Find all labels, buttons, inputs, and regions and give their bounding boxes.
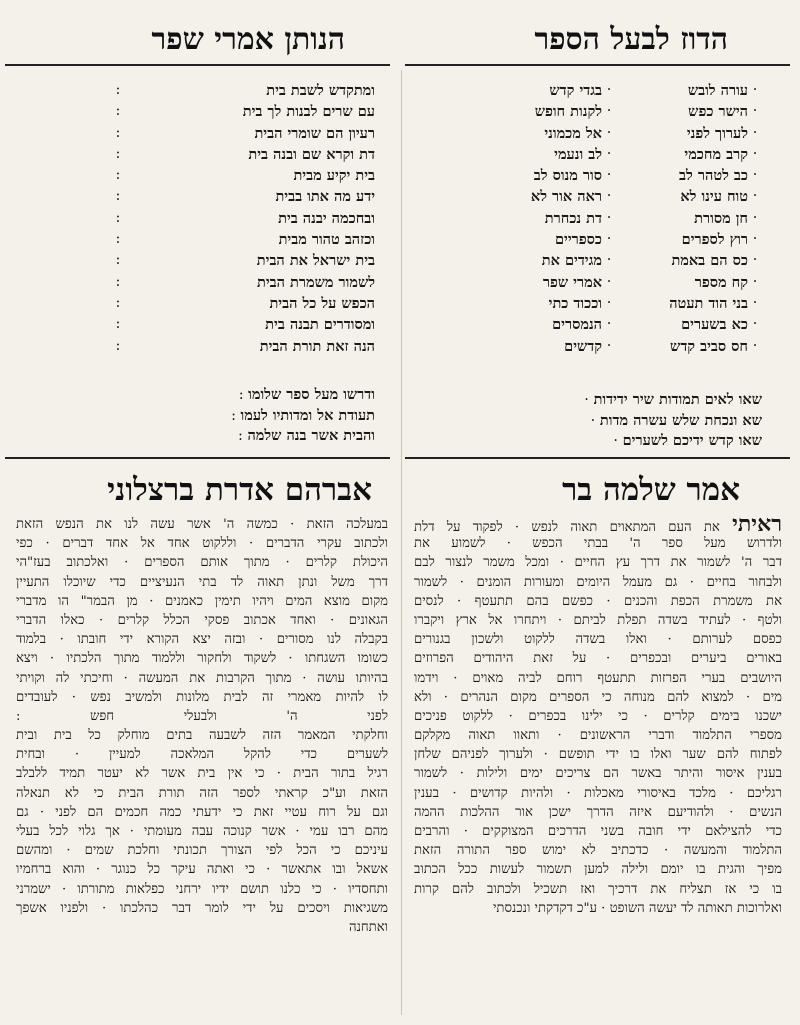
poem-line-text: ומסודרים תבנה בית: [265, 316, 375, 334]
body-line: [16, 822, 388, 841]
body-line-text: הגאונים · ואחד אכתוב פסקי הכלל קלרים · כאלו הדברי: [16, 612, 388, 628]
poem-line: [492, 101, 762, 122]
body-line: [16, 553, 388, 572]
left-body-text: [16, 515, 388, 937]
section-rule-left: [5, 457, 390, 459]
body-line: [414, 726, 782, 745]
body-line-text: ותחסדיו · כי כלנו תושם ידיו ירחני כפלאות מתורתו · ישמרני: [16, 881, 388, 897]
poem-line-text: הנה זאת תורת הבית: [259, 337, 375, 355]
body-line-text: בו כי אז תצליח את דרכיך ואז תשכיל ולכתוב להם קרות: [414, 881, 782, 897]
poem-line-text: עם שרים לבנות לך בית: [242, 103, 375, 121]
body-line-text: באורים ביערים ובכפרים · על זאת היהודים הפרוזים: [414, 651, 782, 667]
body-line-text: במעלכה הזאת · כמשה ה' אשר עשה לנו את הנפש הזאת: [16, 517, 388, 532]
tercet-line-text: שאו קדש ידיכם לשערים: [622, 432, 762, 449]
poem-line: [111, 250, 375, 271]
dot-separator: ·: [606, 294, 612, 311]
poem-hemistich: לקנות חופש: [534, 103, 602, 121]
column-divider: [401, 70, 402, 1015]
poem-hemistich: הנמסרים: [552, 316, 602, 334]
body-line: [16, 534, 388, 553]
poem-line-text: בית ישראל את הבית: [256, 252, 375, 270]
poem-hemistich: כספריים: [555, 231, 602, 249]
tercet-line: [580, 411, 762, 432]
poem-line: [111, 229, 375, 250]
dot-separator: ·: [606, 103, 612, 120]
poem-hemistich: חס סביב קדש: [670, 337, 748, 355]
body-line: [414, 899, 782, 918]
body-line-text: היושבים בערי הפרזות תתעטף רוחם לביה מאוים · וידמו: [414, 670, 782, 686]
opening-word: ראיתי: [732, 515, 782, 535]
poem-hemistich: לב ונעמי: [554, 145, 602, 163]
right-tercet: [580, 390, 762, 452]
body-line-text: דרך משל ונתן תאוה לד בתי הנעיציים כדי שיוכלו התעיין: [16, 574, 388, 590]
body-line: [16, 592, 388, 611]
poem-hemistich: דת נכחרת: [544, 209, 602, 227]
body-line-text: מפיך והגית בו יומם ולילה למען תשמור לעשות ככל הכתוב: [414, 862, 782, 878]
poem-line: [492, 272, 762, 293]
poem-line-text: ידע מה אתו בבית: [275, 188, 375, 206]
body-line-text: כדי להצילאם ידי חובה בשני הדרכים המצוקקים · והרבים: [414, 824, 782, 839]
dot-separator: ·: [606, 188, 612, 205]
body-line: [16, 726, 388, 745]
dot-separator: ·: [606, 124, 612, 141]
colon-separator: :: [115, 124, 121, 141]
poem-line: [492, 123, 762, 144]
body-line-text: רגליכם · מלכד באיסורי מאכלות · ולהיות קדושים · בענין: [414, 785, 782, 801]
body-line: [16, 918, 388, 937]
poem-line: [492, 186, 762, 207]
poem-hemistich: אמרי שפר: [542, 273, 602, 291]
poem-line: [492, 165, 762, 186]
poem-line-text: רעיון הם שומרי הבית: [254, 124, 375, 142]
body-line: [16, 784, 388, 803]
poem-line-text: הכפש על כל הבית: [269, 294, 375, 312]
body-line-text: ואלרוכות תאותה לד יעשה השופט · ע"כ דקדקתי ונכנסתי: [492, 900, 782, 916]
dot-separator: ·: [606, 337, 612, 354]
body-line-text: לו להיות מאמרי זה לבית מלונות ולמשיב נפש · לעובדים: [16, 689, 388, 705]
poem-hemistich: כס הם באמת: [671, 252, 748, 270]
colon-separator: :: [115, 316, 121, 333]
tercet-line: [227, 385, 375, 406]
body-line-text: לפתוח להם שער ואלו בו ידי תופשם · ולערוך לפניהם שלחן: [414, 747, 782, 763]
body-line-text: מים · למצוא להם מנוחה כי הספרים מקום הנהרים · ולא: [414, 689, 782, 705]
colon-separator: :: [115, 231, 121, 248]
poem-hemistich: בגדי קדש: [549, 82, 602, 99]
poem-line: [111, 314, 375, 335]
body-line-text: לפני ה' ולבעלי חפש :: [16, 708, 388, 724]
poem-line: [111, 272, 375, 293]
poem-hemistich: חן מסורת: [694, 209, 748, 227]
body-line-text: בהיותו עושה · מתוך הקרבות את המעשה · וחיכתי לה וקויתי: [16, 670, 388, 686]
colon-separator: :: [115, 273, 121, 290]
right-body-text: [414, 515, 782, 918]
poem-line: [492, 293, 762, 314]
body-line: [414, 745, 782, 764]
separator: :: [237, 428, 243, 444]
poem-line: [492, 250, 762, 271]
body-line-text: בענין איסור והיתר באשר הם צריכים ימים ולילות · לשמור: [414, 766, 782, 782]
body-line-text: כפסם לערותם · ואלו בשדה ללקוט ולשכון בגנורים: [414, 632, 782, 648]
body-line-text: אשאל ובו אתאשר · כי ואתה עיקר כל כנוגר · והוא ברחמיו: [16, 862, 388, 878]
body-line: [16, 611, 388, 630]
dot-separator: ·: [752, 294, 758, 311]
tercet-line: [227, 406, 375, 427]
tercet-line-text: שא ונכחת שלש עשרה מדות: [599, 411, 762, 429]
body-line: [16, 880, 388, 899]
right-column-title: הדוז לבעל הספר: [534, 22, 728, 57]
poem-line: [492, 336, 762, 357]
poem-line-text: ובחכמה יבנה בית: [278, 209, 375, 227]
tercet-line-text: ודרשו מעל ספר שלומו: [248, 386, 375, 403]
poem-line: [111, 144, 375, 165]
colon-separator: :: [115, 82, 121, 98]
right-author-heading: אמר שלמה בר: [562, 472, 740, 508]
poem-line: [492, 314, 762, 335]
body-line: [16, 649, 388, 668]
dot-separator: ·: [752, 145, 758, 162]
body-line: [414, 841, 782, 860]
body-line: [414, 707, 782, 726]
body-line: [16, 745, 388, 764]
dot-separator: ·: [606, 231, 612, 248]
body-line: [414, 803, 782, 822]
tercet-line: [580, 431, 762, 452]
body-line: [414, 669, 782, 688]
body-line-text: משגיאות ויסכים על ידי לומר דבר כהלכתו · ולפניו אשפך: [16, 900, 388, 916]
body-line: [414, 822, 782, 841]
dot-separator: ·: [752, 231, 758, 248]
separator: :: [238, 387, 244, 403]
dot-separator: ·: [752, 167, 758, 184]
dot-separator: ·: [606, 82, 612, 98]
body-line-text: הנשים · ולהודיעם איזה הדרך ישכן אור ההלכות ההמה: [414, 804, 782, 820]
separator: ·: [590, 412, 596, 429]
poem-hemistich: קח מספר: [694, 273, 748, 291]
body-line: [16, 899, 388, 918]
poem-line-text: דת וקרא שם ובנה בית: [248, 145, 375, 163]
poem-hemistich: רוץ לספרים: [681, 231, 748, 249]
dot-separator: ·: [752, 124, 758, 141]
body-line: [414, 592, 782, 611]
body-line: [414, 880, 782, 899]
body-line: [16, 515, 388, 534]
body-line: [414, 688, 782, 707]
left-poem: [111, 80, 375, 357]
body-line: [16, 630, 388, 649]
body-line: [16, 860, 388, 879]
section-rule-right: [405, 457, 790, 459]
poem-hemistich: עורה לובש: [687, 82, 748, 99]
tercet-line: [227, 426, 375, 447]
body-line: [16, 688, 388, 707]
body-line: [16, 669, 388, 688]
body-line-text: ולכתוב עקרי הדברים · וללקוט אחד אל אחד דברים · כפי: [16, 536, 388, 552]
colon-separator: :: [115, 209, 121, 226]
header-underline-right: [405, 64, 790, 66]
body-line-text: ולדרוש מעל ספר ה' בבתי הכפש · לשמוע את: [414, 536, 782, 552]
poem-line: [492, 144, 762, 165]
dot-separator: ·: [752, 316, 758, 333]
poem-hemistich: קדשים: [564, 337, 602, 355]
poem-line: [492, 208, 762, 229]
poem-hemistich: קרב מחכמי: [684, 145, 748, 163]
body-line-text: וחלקתי המאמר הזה לשבעה בתים מוחלק כל בית ובית: [16, 728, 388, 744]
body-line-text: דבר ה' לשמור את דרך עץ החיים · ומכל משמר לנצור לבם: [414, 555, 782, 571]
body-line-text: וגם על רוח עטיי זאת כי ידעתי כמה חכמים הם לפני · גם: [16, 804, 388, 820]
poem-line: [492, 229, 762, 250]
body-line: [414, 573, 782, 592]
poem-hemistich: אל מכמוני: [544, 124, 602, 142]
poem-line: [111, 123, 375, 144]
poem-hemistich: ראה אור לא: [530, 188, 602, 206]
dot-separator: ·: [606, 167, 612, 184]
dot-separator: ·: [606, 273, 612, 290]
colon-separator: :: [115, 145, 121, 162]
body-line: [414, 860, 782, 879]
body-line-text: עיניכם כי הכל לפי הצורך תכונתי וחלכת שמים · ומהשם: [16, 843, 388, 859]
body-line-text: הזאת וע"כ קראתי לספר הזה תורת הבית כי לא תנאלה: [16, 785, 388, 801]
tercet-line: [580, 390, 762, 411]
separator: :: [231, 407, 236, 424]
tercet-line-text: והבית אשר בנה שלמה: [247, 427, 375, 444]
body-line: [414, 534, 782, 553]
poem-hemistich: לערוך לפני: [686, 124, 748, 142]
body-line: [414, 649, 782, 668]
body-line-text: מספרי התלמוד ודברי הראשונים · ותאוו תאוה מקלקם: [414, 728, 782, 744]
body-line: [414, 784, 782, 803]
body-line-text: רגיל בתור הבית · כי אין בית אשר לא יעטר תמיד ללבלב: [16, 766, 388, 782]
poem-hemistich: בני הוד תעטה: [669, 294, 748, 312]
dot-separator: ·: [752, 252, 758, 269]
body-line: [414, 764, 782, 783]
body-line: [16, 764, 388, 783]
dot-separator: ·: [606, 316, 612, 333]
body-line: [16, 841, 388, 860]
dot-separator: ·: [752, 209, 758, 226]
body-line-text: מהם רבו עמי · אשר קנוכה עבה מעומתי · אך גלוי לכל בעלי: [16, 824, 388, 839]
left-column-title: הנותן אמרי שפר: [151, 22, 345, 57]
dot-separator: ·: [752, 273, 758, 290]
poem-line-text: ומתקדש לשבת בית: [266, 82, 375, 99]
poem-line: [111, 80, 375, 101]
body-line-text: ולטף · לעתיד בשדה תפלת לביתם · ויתחרו אל ארץ ויקברו: [414, 612, 782, 628]
poem-line-text: וכזהב טהור מבית: [278, 231, 375, 249]
dot-separator: ·: [752, 337, 758, 354]
poem-line-text: בית יקיע מבית: [293, 167, 375, 185]
body-line: [414, 611, 782, 630]
right-poem: [492, 80, 762, 357]
dot-separator: ·: [752, 82, 758, 98]
dot-separator: ·: [752, 103, 758, 120]
body-line-text: כשומו השגחתו · לשקוד ולחקור וללמוד מתוך הלכתיו · ויצא: [16, 651, 388, 667]
colon-separator: :: [115, 188, 121, 205]
colon-separator: :: [115, 294, 121, 311]
body-line: [16, 803, 388, 822]
colon-separator: :: [115, 167, 121, 184]
poem-hemistich: וככוד כתי: [548, 294, 602, 312]
dot-separator: ·: [606, 252, 612, 269]
colon-separator: :: [115, 103, 121, 120]
colon-separator: :: [115, 252, 121, 269]
body-line-text: התלמוד והמעשה · כדכתיב לא ימוש ספר התורה הזאת: [414, 843, 782, 859]
body-line-text: ישכנו בימים קלרים · כי ילינו בכפרים · ללקוט פניכים: [414, 708, 782, 724]
poem-hemistich: סור מנוס לב: [533, 167, 602, 185]
poem-hemistich: כא בשערים: [681, 316, 748, 334]
poem-hemistich: הישר כפש: [688, 103, 748, 121]
body-line: [414, 515, 782, 534]
body-line-text: את משמרת הכפת והכנים · כפשם בהם תתעטף · לנסים: [414, 593, 782, 609]
poem-line: [111, 186, 375, 207]
body-line-text: לשערים כדי להקל המלאכה למעיין · ובחית: [16, 747, 388, 763]
poem-line: [111, 165, 375, 186]
body-line-text: ואתחנה: [348, 919, 388, 935]
poem-line: [111, 101, 375, 122]
poem-line: [111, 293, 375, 314]
separator: ·: [613, 433, 618, 449]
poem-hemistich: כב לטהר לב: [679, 167, 748, 185]
body-line-text: היכולת קלרים · מתוך אותם הספרים · ואלכתוב בעז"הי: [16, 555, 388, 571]
body-line-text: בקבלה לנו מסורים · ובזה יצא הקורא ידי חובתו · בלמוד: [16, 632, 388, 648]
tercet-line-text: שאו לאים תמודות שיר ידידות: [593, 391, 762, 408]
poem-hemistich: מגידים את: [541, 252, 602, 270]
dot-separator: ·: [606, 209, 612, 226]
left-author-heading: אברהם אדרת ברצלוני: [107, 472, 372, 508]
body-line: [16, 707, 388, 726]
body-line-text: ולבחור בחיים · גם מעמל היומים ומעורות הומנים · לשמור: [414, 574, 782, 590]
colon-separator: :: [115, 337, 121, 354]
body-line: [16, 573, 388, 592]
poem-line-text: לשמור משמרת הבית: [257, 273, 375, 291]
dot-separator: ·: [752, 188, 758, 205]
body-line-text: את העם המתאוים תאוה לנפש · לפקוד על דלת: [414, 520, 720, 535]
left-tercet: [227, 385, 375, 447]
poem-line: [492, 80, 762, 101]
poem-line: [111, 208, 375, 229]
tercet-line-text: תעודת אל ומדותיו לעמו: [240, 406, 375, 424]
body-line-text: מקום מוצא המים ויהיו תימין כאמנים · מן הבמר" הו מדברי: [16, 593, 388, 609]
header-underline-left: [5, 64, 390, 66]
dot-separator: ·: [606, 145, 612, 162]
separator: ·: [584, 392, 589, 408]
body-line: [414, 553, 782, 572]
poem-hemistich: טוח עינו לא: [680, 188, 748, 206]
body-line: [414, 630, 782, 649]
poem-line: [111, 336, 375, 357]
